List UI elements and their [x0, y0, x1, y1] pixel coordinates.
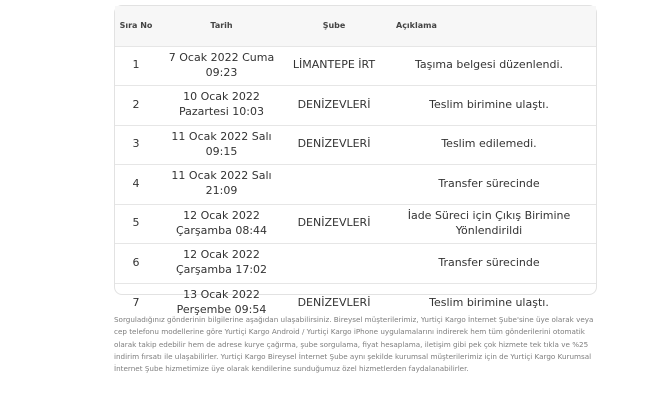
cell-description: Teslim birimine ulaştı. — [429, 97, 549, 111]
cell-branch: DENİZEVLERİ — [297, 137, 371, 151]
cell-date: 7 Ocak 2022 Cuma 09:23 — [168, 50, 275, 79]
cell-no: 6 — [132, 255, 140, 269]
cell-date: 11 Ocak 2022 Salı 21:09 — [171, 169, 272, 198]
cell-branch: DENİZEVLERİ — [297, 216, 371, 230]
tracking-table — [115, 6, 596, 323]
table-row — [115, 46, 596, 86]
cell-branch — [286, 244, 382, 284]
cell-date: 12 Ocak 2022 Çarşamba 17:02 — [175, 248, 268, 277]
cell-description: İade Süreci için Çıkış Birimine Yönlendirildi — [407, 208, 571, 237]
header-no: Sıra No — [119, 20, 153, 30]
table-header-row — [115, 6, 596, 46]
table-row — [115, 244, 596, 284]
info-text: Sorguladığınız gönderinin bilgilerine aşağıdan ulaşabilirsiniz. Bireysel müşterilerimiz, Yurtiçi Kargo İnternet Şube'sine üye olarak veya cep telefonu modellerine göre Yurtiçi Kargo Android / Yurtiçi Kargo iPhone uygulamalarını indirerek hem tüm gönderilerini otomatik olarak takip edebilir hem de adrese kurye çağırma, şube sorgulama, fiyat hesaplama, iletişim gibi pek çok hizmete tek tıkla ve %25 indirim fırsatı ile ulaşabilirler. Yurtiçi Kargo Bireysel İnternet Şube aynı şekilde kurumsal müşterilerimiz için de Yurtiçi Kargo Kurumsal İnternet Şube hizmetimize üye olarak kendilerine sunduğumuz özel hizmetlerden faydalanabilirler. — [114, 315, 594, 374]
cell-description: Taşıma belgesi düzenlendi. — [414, 58, 564, 72]
cell-date: 12 Ocak 2022 Çarşamba 08:44 — [175, 208, 268, 237]
table-row — [115, 204, 596, 244]
tracking-history-table — [114, 5, 597, 316]
table-row — [115, 86, 596, 126]
cell-no: 2 — [132, 97, 140, 111]
table-row — [115, 125, 596, 165]
cell-no: 5 — [132, 216, 140, 230]
cell-date: 13 Ocak 2022 Perşembe 09:54 — [176, 288, 267, 316]
header-date: Tarih — [210, 20, 233, 30]
cell-description: Teslim edilemedi. — [441, 137, 537, 151]
cell-no: 4 — [132, 176, 140, 190]
cell-branch: DENİZEVLERİ — [297, 295, 371, 309]
cell-date: 10 Ocak 2022 Pazartesi 10:03 — [179, 90, 264, 119]
cell-branch — [286, 165, 382, 205]
cell-description: Transfer sürecinde — [438, 255, 540, 269]
header-description: Açıklama — [396, 20, 437, 30]
cell-description: Teslim birimine ulaştı. — [429, 295, 549, 309]
cell-no: 3 — [132, 137, 140, 151]
cell-branch: LİMANTEPE İRT — [292, 58, 376, 72]
cell-no: 7 — [132, 295, 140, 309]
cell-description: Transfer sürecinde — [438, 176, 540, 190]
cell-date: 11 Ocak 2022 Salı 09:15 — [171, 129, 272, 158]
table-row — [115, 165, 596, 205]
cell-no: 1 — [132, 58, 140, 72]
cell-branch: DENİZEVLERİ — [297, 97, 371, 111]
header-branch: Şube — [322, 20, 346, 30]
